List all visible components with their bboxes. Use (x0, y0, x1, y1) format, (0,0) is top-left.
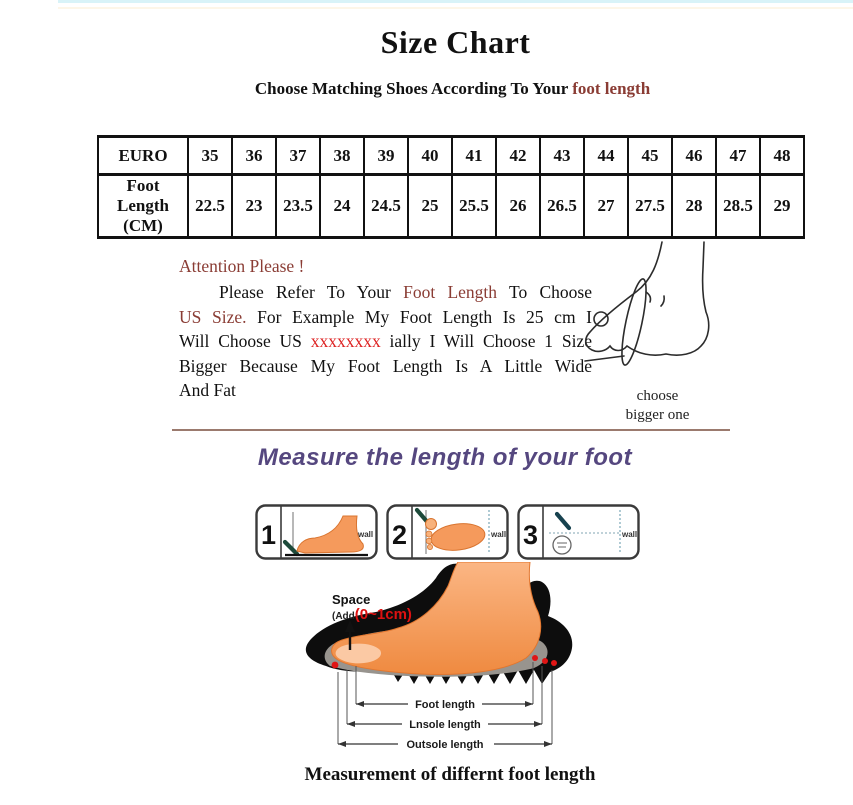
wall-label: wall (358, 530, 374, 539)
top-accent-strip (58, 0, 853, 3)
title-row (58, 24, 853, 61)
wall-label: wall (491, 530, 507, 539)
euro-size-cell: 37 (276, 137, 320, 175)
section-divider (172, 429, 730, 431)
euro-size-cell: 42 (496, 137, 540, 175)
foot-length-header-cell: Foot Length (CM) (98, 175, 188, 238)
measuring-steps-row (255, 504, 640, 560)
attention-line-5 (179, 378, 592, 403)
foot-length-cell: 25 (408, 175, 452, 238)
euro-size-cell: 39 (364, 137, 408, 175)
leader-line (585, 356, 624, 361)
attention-text: And Fat (179, 380, 236, 400)
foot-length-cell: 23.5 (276, 175, 320, 238)
step-number: 3 (523, 520, 539, 550)
euro-size-cell: 47 (716, 137, 760, 175)
foot-length-cell: 25.5 (452, 175, 496, 238)
attention-text: To Choose (497, 282, 592, 302)
foot-length-cell: 27.5 (628, 175, 672, 238)
space-label: Space (332, 592, 371, 607)
step2-panel (386, 504, 509, 560)
measure-heading-row (45, 444, 845, 472)
loop-end-curl (594, 312, 608, 326)
attention-line-4 (179, 354, 592, 379)
euro-size-cell: 43 (540, 137, 584, 175)
step-number: 1 (261, 520, 277, 550)
step-number: 2 (392, 520, 408, 550)
subtitle (255, 79, 650, 98)
table-row-euro (98, 137, 804, 175)
euro-size-cell: 36 (232, 137, 276, 175)
foot-length-cell: 28 (672, 175, 716, 238)
foot-length-cell: 24.5 (364, 175, 408, 238)
foot-length-cell: 23 (232, 175, 276, 238)
space-annotation (332, 593, 412, 623)
foot-length-cell: 27 (584, 175, 628, 238)
euro-size-cell: 38 (320, 137, 364, 175)
euro-size-cell: 44 (584, 137, 628, 175)
footer-caption: Measurement of differnt foot length (304, 764, 596, 785)
measuring-loop (617, 277, 651, 366)
foot-measuring-sketch-icon (582, 240, 734, 392)
footer-caption-row (50, 764, 850, 786)
attention-text: ially I Will Choose 1 Size (380, 331, 592, 351)
top-accent-strip-2 (58, 7, 853, 9)
foot-length-cell: 22.5 (188, 175, 232, 238)
euro-size-cell: 45 (628, 137, 672, 175)
sketch-caption-line1: choose (636, 388, 679, 404)
subtitle-row (55, 79, 850, 99)
foot-length-cell: 26 (496, 175, 540, 238)
insole-length-label: Lnsole length (409, 719, 481, 731)
page-title: Size Chart (380, 24, 531, 60)
attention-line-1 (179, 280, 592, 305)
euro-size-cell: 46 (672, 137, 716, 175)
sketch-caption-line2: bigger one (625, 406, 690, 423)
range-label: (0~1cm) (354, 605, 412, 623)
step3-panel (517, 504, 640, 560)
foot-outline (586, 242, 709, 355)
foot-length-cell: 26.5 (540, 175, 584, 238)
foot-length-cell: 24 (320, 175, 364, 238)
table-row-foot-length (98, 175, 804, 238)
euro-header-cell: EURO (98, 137, 188, 175)
wall-label: wall (622, 530, 638, 539)
euro-size-cell: 40 (408, 137, 452, 175)
add-label: (Add (332, 610, 355, 622)
step1-panel (255, 504, 378, 560)
attention-text: Please Refer To Your (219, 282, 404, 302)
attention-accent: US Size. (179, 306, 247, 327)
attention-text: Will Choose US (179, 331, 311, 351)
foot-length-cell: 29 (760, 175, 804, 238)
attention-heading: Attention Please ! (179, 256, 305, 276)
ankle-mark (661, 296, 664, 306)
euro-size-cell: 35 (188, 137, 232, 175)
attention-text: Bigger Because My Foot Length Is A Little Wide (179, 355, 592, 376)
attention-text: For Example My Foot Length Is 25 cm I (246, 306, 593, 327)
outsole-length-label: Outsole length (406, 739, 484, 751)
subtitle-accent: foot length (572, 79, 651, 98)
attention-redacted-text: xxxxxxxx (310, 331, 381, 351)
attention-line-3 (179, 329, 592, 354)
foot-length-cell: 28.5 (716, 175, 760, 238)
attention-line-2 (179, 305, 592, 330)
foot-length-label: Foot length (415, 699, 475, 711)
sketch-caption (595, 387, 720, 425)
subtitle-prefix: Choose Matching Shoes According To Your (254, 79, 573, 98)
ruler-badge-icon (553, 536, 571, 554)
euro-size-cell: 41 (452, 137, 496, 175)
attention-accent: Foot Length (403, 282, 498, 302)
euro-size-cell: 48 (760, 137, 804, 175)
size-chart-table (97, 135, 805, 239)
measure-heading: Measure the length of your foot (257, 444, 633, 471)
attention-block (179, 256, 592, 403)
